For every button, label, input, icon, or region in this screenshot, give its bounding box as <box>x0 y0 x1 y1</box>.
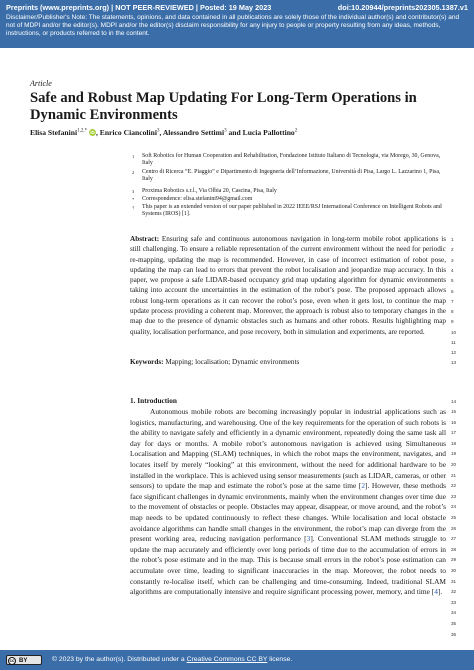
line-number: 32 <box>451 589 457 595</box>
line-number: 33 <box>451 599 457 605</box>
author-separator: and <box>226 128 243 137</box>
section-heading: 1. Introduction <box>130 396 177 405</box>
line-number: 27 <box>451 536 457 542</box>
line-number: 17 <box>451 430 457 436</box>
cc-icon: cc <box>9 657 15 663</box>
author-separator: , <box>159 128 163 137</box>
affiliation-item <box>132 153 452 168</box>
line-number: 34 <box>451 610 457 616</box>
line-number: 28 <box>451 546 457 552</box>
body-text-run: Autonomous mobile robots are becoming increasingly popular in industrial applications such as logistics, manufacturing, and warehousing. One of the key requirements for the operation of such robots is the ability to navigate safely and efficiently in a dynamic environment, repeatedly doing the same task all day for days or months. A mobile robot’s autonomous navigation is achieved using Simultaneous Localisation and Mapping (SLAM) techniques, in which the robot maps the environment, navigates, and locates itself by merely “looking” at this environment, without the need for additional hardware to be installed in the workplace. This is achieved using sensor measurements (such as LIDAR, cameras, or other sensors) to update the map and estimate the robot’s pose at the same time [ <box>130 407 446 491</box>
banner-header-line <box>6 3 468 13</box>
line-number: 19 <box>451 451 457 457</box>
publisher-disclaimer: Disclaimer/Publisher's Note: The statements, opinions, and data contained in all publications are solely those of the individual author(s) and contributor(s) and not of MDPI and/or the editor(s). MDPI and/or the editor(s) disclaim responsibility for any injury to people or property resulting from any ideas, methods, instructions, or products referred to in the content. <box>6 14 460 37</box>
line-number: 18 <box>451 440 457 446</box>
line-number: 11 <box>451 340 456 345</box>
affiliation-text: Soft Robotics for Human Cooperation and Rehabilitation, Fondazione Istituto Italiano di Tecnologia, via Morego, 30, Genova, Italy <box>142 153 441 167</box>
abstract-label: Abstract: <box>130 235 160 243</box>
line-number: 35 <box>451 621 457 626</box>
line-number: 29 <box>451 557 457 563</box>
citation-link[interactable]: 3 <box>306 534 311 544</box>
affiliation-item <box>132 188 452 195</box>
line-number: 9 <box>451 319 454 325</box>
body-text-run: ]. However, these methods face significant challenges in dynamic environments, mainly when the environment changes over time due to the movement of obstacles or people. Obstacles may appear, disappear, or move around, and the robot’s map needs to be updated continuously to reflect these changes. While localisation and local obstacle avoidance algorithms can handle small changes in the environment, the robot’s map can diverge from the present working area, reducing navigation performance [ <box>130 481 446 544</box>
affiliation-mark: * <box>132 197 135 202</box>
paper-title: Safe and Robust Map Updating For Long-Term Operations in Dynamic Environments <box>30 90 417 123</box>
line-number: 22 <box>451 483 457 489</box>
cc-license-link[interactable]: Creative Commons CC BY <box>186 656 268 663</box>
keywords-label: Keywords: <box>130 358 164 366</box>
line-number: 36 <box>451 631 457 637</box>
line-number: 31 <box>451 578 457 584</box>
author-name: Enrico Ciancolini <box>99 128 157 137</box>
by-icon: BY <box>19 658 28 664</box>
abstract-text: Ensuring safe and continuous autonomous navigation in long-term mobile robot applications is still challenging. To ensure a reliable representation of the current environment without the need for periodic re-mapping, updating the map is recommended. However, in case of incorrect estimation of robot pose, updating the map can lead to errors that prevent the robot localisation and jeopardize map accuracy. In this paper, we propose a safe LIDAR-based occupancy grid map updating algorithm for dynamic environments taking into account the uncertainties in the estimation of the robot’s pose. The proposed approach allows robust long-term operations as it can recover the robot’s pose, even when it gets lost, to continue the map update process providing a coherent map. Moreover, the approach is robust also to temporary changes in the map due to the presence of dynamic obstacles such as humans and other robots. Results highlighting map quality, localisation performance, and pose recovery, both in simulation and experiments, are reported. <box>130 235 447 336</box>
license-text <box>52 656 292 663</box>
author-separator: , <box>95 128 100 137</box>
line-number: 25 <box>451 515 457 520</box>
line-number: 8 <box>451 309 454 315</box>
preprint-banner <box>0 0 474 48</box>
keywords <box>130 357 446 367</box>
author-affil-marks: 3 <box>224 128 227 134</box>
line-number: 26 <box>451 525 457 531</box>
author-list <box>30 128 460 137</box>
affiliation-mark: † <box>132 205 135 210</box>
cc-by-license-icon[interactable] <box>6 655 42 665</box>
author-affil-marks: 3 <box>156 128 160 134</box>
line-number: 6 <box>451 288 454 294</box>
license-suffix: license. <box>267 656 293 663</box>
line-number: 15 <box>451 409 457 414</box>
preprint-status[interactable]: Preprints (www.preprints.org) | NOT PEER-REVIEWED | Posted: 19 May 2023 <box>6 3 272 12</box>
citation-link[interactable]: 4 <box>434 587 438 597</box>
affiliation-mark: 3 <box>132 189 135 194</box>
line-number: 16 <box>451 419 457 425</box>
line-number: 12 <box>451 350 457 356</box>
line-number: 20 <box>451 462 457 467</box>
line-number: 5 <box>451 278 454 284</box>
affiliation-text: Proxima Robotics s.r.l., Via Olbia 20, Cascina, Pisa, Italy <box>142 188 277 194</box>
affiliation-item <box>132 204 452 219</box>
body-text-run: ]. <box>437 587 443 597</box>
line-number: 13 <box>451 360 457 365</box>
correspondence-email[interactable]: Correspondence: elisa.stefanini94@gmail.com <box>142 196 253 202</box>
line-number: 14 <box>451 399 457 404</box>
line-number: 3 <box>451 257 454 263</box>
line-number: 30 <box>451 568 457 573</box>
doi-link[interactable]: doi:10.20944/preprints202305.1387.v1 <box>337 3 468 12</box>
article-type-label: Article <box>30 79 52 88</box>
author-affil-marks: 1,2,* <box>77 128 88 134</box>
abstract <box>130 234 446 337</box>
affiliation-item <box>132 169 452 184</box>
extended-version-note: This paper is an extended version of our paper published in 2022 IEEE/RSJ International Conference on Intelligent Robots and Systems (IROS) [1]. <box>142 204 442 218</box>
author-name: Elisa Stefanini <box>30 128 78 137</box>
keywords-text: Mapping; localisation; Dynamic environments <box>165 358 300 366</box>
license-footer <box>0 650 474 670</box>
body-text-run: ]. Conventional SLAM methods struggle to update the map accurately and efficiently over long periods of time due to the accumulation of errors in the robot’s pose estimate and in the map. This is because small errors in the robot’s pose estimation can accumulate over time, leading to significant inaccuracies in the map. Moreover, the robot needs to constantly re-localise itself, which can be challenging and time-consuming. Indeed, traditional SLAM algorithms are computationally intensive and require significant processing power, memory, and time [ <box>130 534 446 597</box>
affiliation-text: Centro di Ricerca “E. Piaggio” e Dipartimento di Ingegneria dell’Informazione, Università di Pisa, Largo L. Lazzarino 1, Pisa, Italy <box>142 169 441 183</box>
orcid-icon[interactable]: iD <box>90 130 95 135</box>
line-number: 7 <box>451 298 454 304</box>
line-number: 23 <box>451 493 457 499</box>
author-affil-marks: 2 <box>294 128 298 134</box>
line-number: 24 <box>451 504 457 510</box>
affiliation-mark: 2 <box>132 170 135 175</box>
affiliation-mark: 1 <box>132 154 135 159</box>
line-number: 2 <box>451 247 454 253</box>
line-number: 4 <box>451 267 454 273</box>
introduction-paragraph <box>130 407 446 598</box>
author-name: Alessandro Settimi <box>162 128 225 137</box>
line-number: 10 <box>451 329 457 335</box>
line-number: 21 <box>451 472 457 478</box>
affiliation-item <box>132 196 452 203</box>
author-name: Lucia Pallottino <box>242 128 295 137</box>
citation-link[interactable]: 2 <box>361 481 366 491</box>
line-number: 1 <box>451 237 454 242</box>
copyright-text: © 2023 by the author(s). Distributed under a <box>52 656 187 663</box>
